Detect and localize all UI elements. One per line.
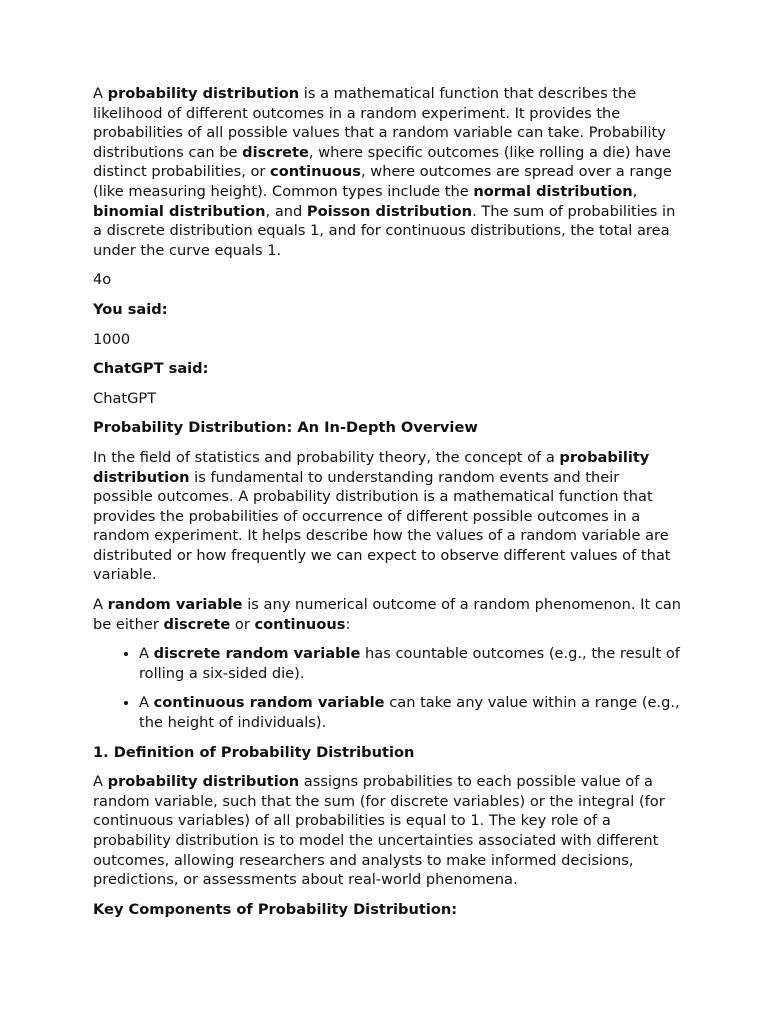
para2-text-2: is any numerical outcome of a random phenomenon. It can be either: [93, 596, 682, 633]
section1-text-1: A: [93, 773, 108, 791]
bullet2-bold: continuous random variable: [153, 694, 385, 712]
section1-paragraph: [93, 772, 683, 890]
you-said-text: You said:: [93, 300, 168, 318]
model-tag: 4o: [93, 271, 112, 289]
section1-heading-text: 1. Definition of Probability Distribution: [93, 743, 415, 761]
intro-bold-2: discrete: [242, 143, 309, 161]
user-message: 1000: [93, 330, 131, 348]
para2-text-4: :: [345, 615, 351, 633]
section1-text-2: assigns probabilities to each possible value of a random variable, such that the sum (for discrete variables) or the integral (for continuous variables) of all probabilities is equal to 1. The key role of a probability distribution is to model the uncertainties associated with different outcomes, allowing researchers and analysts to make informed decisions, predictions, or assessments about real-world phenomena.: [93, 773, 665, 889]
intro-text-3: , where specific outcomes (like rolling a die) have distinct probabilities, or: [93, 143, 672, 181]
intro-text-5: ,: [632, 182, 638, 200]
document-body: [93, 84, 683, 929]
para2-bold-3: continuous: [254, 615, 346, 633]
variable-types-list: [93, 644, 683, 732]
para1-text-1: In the field of statistics and probability theory, the concept of a: [93, 448, 560, 466]
bullet2-text-1: A: [139, 694, 154, 712]
intro-text-7: . The sum of probabilities in a discrete distribution equals 1, and for continuous distributions, the total area under the curve equals 1.: [93, 202, 676, 259]
para2-bold-2: discrete: [163, 615, 231, 633]
chatgpt-name: ChatGPT: [93, 389, 157, 407]
intro-bold-4: normal distribution: [473, 182, 633, 200]
intro-bold-6: Poisson distribution: [306, 202, 473, 220]
chatgpt-said-label: [93, 359, 683, 379]
key-components-heading: [93, 900, 683, 920]
bullet1-bold: discrete random variable: [153, 645, 361, 663]
para2-text-1: A: [93, 596, 108, 614]
chatgpt-said-text: ChatGPT said:: [93, 360, 209, 378]
list-item: [139, 644, 683, 683]
article-title-text: Probability Distribution: An In-Depth Overview: [93, 419, 478, 437]
article-title: [93, 418, 683, 438]
intro-text-4: , where outcomes are spread over a range (like measuring height). Common types include the: [93, 163, 672, 200]
paragraph-1: [93, 448, 683, 585]
bullet2-text-2: can take any value within a range (e.g., the height of individuals).: [139, 694, 680, 732]
bullet1-text-1: A: [139, 645, 154, 663]
para1-bold-1: probability distribution: [93, 448, 650, 486]
key-components-heading-text: Key Components of Probability Distribution:: [93, 900, 458, 918]
para2-bold-1: random variable: [107, 596, 243, 614]
intro-text-2: is a mathematical function that describes the likelihood of different outcomes in a random experiment. It provides the probabilities of all possible values that a random variable can take. Probability distributions can be: [93, 85, 666, 161]
intro-text-1: A: [93, 85, 108, 102]
intro-text-6: , and: [265, 202, 307, 220]
bullet1-text-2: has countable outcomes (e.g., the result of rolling a six-sided die).: [139, 645, 680, 682]
list-item: [139, 693, 683, 732]
intro-bold-5: binomial distribution: [93, 202, 266, 220]
para2-text-3: or: [230, 615, 255, 633]
section1-bold-1: probability distribution: [107, 773, 300, 791]
you-said-label: [93, 300, 683, 320]
intro-bold-1: probability distribution: [107, 85, 300, 102]
intro-paragraph: [93, 84, 683, 260]
paragraph-2: [93, 595, 683, 634]
section1-heading: [93, 743, 683, 763]
para1-text-2: is fundamental to understanding random events and their possible outcomes. A probability distribution is a mathematical function that provides the probabilities of occurrence of different possible outcomes in a random experiment. It helps describe how the values of a random variable are distributed or how frequently we can expect to observe different values of that variable.: [93, 468, 671, 584]
intro-bold-3: continuous: [270, 163, 361, 181]
